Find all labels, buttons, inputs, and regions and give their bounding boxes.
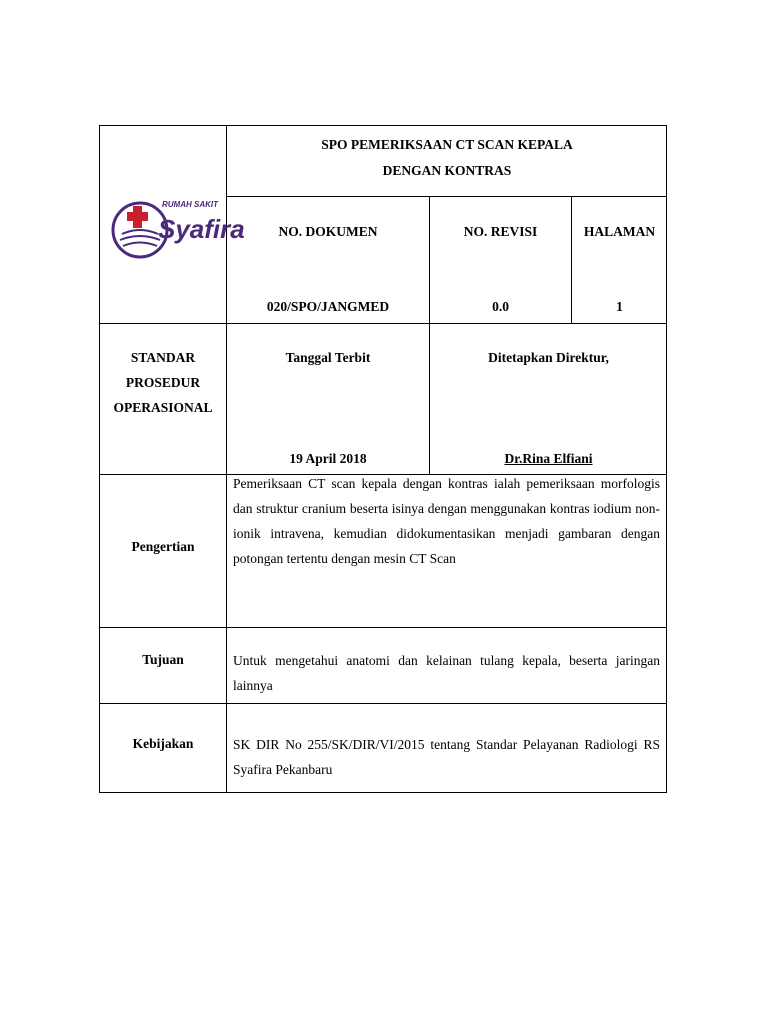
pengertian-label: Pengertian [131, 539, 195, 554]
direktur-name: Dr.Rina Elfiani [504, 451, 593, 466]
document-title-line2: DENGAN KONTRAS [382, 163, 512, 178]
no-revisi-label: NO. REVISI [463, 224, 538, 239]
divider [227, 196, 667, 197]
sop-label-line1: STANDAR [130, 350, 196, 365]
divider [100, 627, 667, 628]
kebijakan-text: SK DIR No 255/SK/DIR/VI/2015 tentang Standar Pelayanan Radiologi RS Syafira Pekanbaru [233, 737, 660, 777]
svg-text:Syafira: Syafira [158, 214, 245, 244]
divider [100, 703, 667, 704]
tanggal-terbit-label: Tanggal Terbit [285, 350, 371, 365]
no-dokumen-label: NO. DOKUMEN [278, 224, 378, 239]
no-revisi-value: 0.0 [492, 299, 509, 314]
sop-label-line3: OPERASIONAL [113, 400, 213, 415]
tujuan-text: Untuk mengetahui anatomi dan kelainan tulang kepala, beserta jaringan lainnya [233, 653, 660, 693]
kebijakan-label: Kebijakan [132, 736, 194, 751]
sop-label-line2: PROSEDUR [125, 375, 201, 390]
tanggal-terbit-value: 19 April 2018 [289, 451, 367, 466]
halaman-label: HALAMAN [583, 224, 656, 239]
tujuan-label: Tujuan [142, 652, 184, 667]
hospital-logo [110, 190, 245, 267]
ditetapkan-direktur-label: Ditetapkan Direktur, [488, 350, 609, 365]
halaman-value: 1 [616, 299, 623, 314]
no-dokumen-value: 020/SPO/JANGMED [266, 299, 390, 314]
svg-text:RUMAH SAKIT: RUMAH SAKIT [162, 200, 218, 209]
document-title-line1: SPO PEMERIKSAAN CT SCAN KEPALA [321, 137, 573, 152]
spo-document-table [99, 125, 667, 793]
pengertian-text: Pemeriksaan CT scan kepala dengan kontras ialah pemeriksaan morfologis dan struktur cranium beserta isinya dengan menggunakan kontras iodium non-ionik intravena, kemudian didokumentasikan menjadi gambaran dengan potongan tertentu dengan mesin CT Scan [233, 476, 660, 566]
divider [100, 323, 667, 324]
